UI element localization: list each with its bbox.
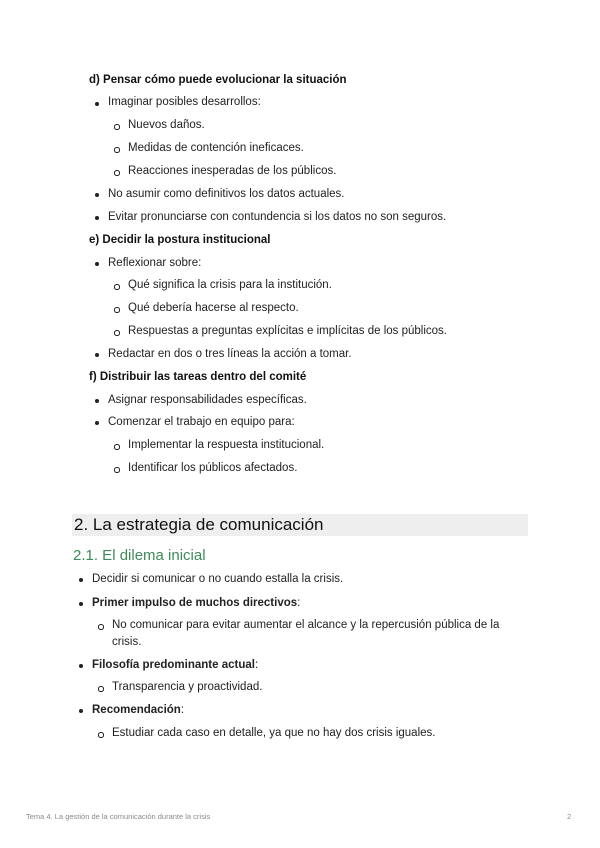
list-item: Medidas de contención ineficaces. (128, 142, 304, 154)
list-item: Imaginar posibles desarrollos: (108, 96, 261, 108)
colon: : (180, 704, 185, 716)
list-item: Estudiar cada caso en detalle, ya que no hay dos crisis iguales. (112, 727, 436, 739)
bullet-icon (95, 353, 99, 357)
section-e-heading: e) Decidir la postura institucional (89, 234, 271, 246)
list-item: Reacciones inesperadas de los públicos. (128, 165, 337, 177)
bold-label: Recomendación (92, 704, 181, 716)
list-item: No asumir como definitivos los datos actuales. (108, 188, 345, 200)
list-item: Decidir si comunicar o no cuando estalla la crisis. (92, 573, 344, 585)
list-item (92, 597, 300, 609)
circle-bullet-icon (114, 307, 120, 313)
section-f-heading: f) Distribuir las tareas dentro del comité (89, 371, 307, 383)
bold-label: Filosofía predominante actual (92, 659, 255, 671)
list-item: Asignar responsabilidades específicas. (108, 394, 307, 406)
circle-bullet-icon (114, 330, 120, 336)
list-item: Evitar pronunciarse con contundencia si los datos no son seguros. (108, 211, 447, 223)
colon: : (254, 659, 259, 671)
page-number: 2 (567, 812, 572, 821)
list-item: No comunicar para evitar aumentar el alcance y la repercusión pública de la (112, 619, 500, 631)
section-2-1-heading: 2.1. El dilema inicial (73, 547, 206, 564)
bold-label: Primer impulso de muchos directivos (92, 597, 298, 609)
list-item: Identificar los públicos afectados. (128, 462, 298, 474)
bullet-icon (95, 399, 99, 403)
circle-bullet-icon (98, 732, 104, 738)
section-2-heading: 2. La estrategia de comunicación (74, 515, 324, 534)
list-item: Qué debería hacerse al respecto. (128, 302, 299, 314)
list-item: Redactar en dos o tres líneas la acción a tomar. (108, 348, 352, 360)
list-item: Respuestas a preguntas explícitas e implícitas de los públicos. (128, 325, 447, 337)
circle-bullet-icon (114, 147, 120, 153)
circle-bullet-icon (114, 444, 120, 450)
section-d-heading: d) Pensar cómo puede evolucionar la situación (89, 74, 347, 86)
circle-bullet-icon (114, 124, 120, 130)
bullet-icon (79, 664, 83, 668)
bullet-icon (79, 602, 83, 606)
bullet-icon (95, 421, 99, 425)
list-item: Implementar la respuesta institucional. (128, 439, 325, 451)
bullet-icon (95, 102, 99, 106)
list-item: Transparencia y proactividad. (112, 681, 263, 693)
bullet-icon (95, 193, 99, 197)
list-item (92, 704, 184, 716)
list-item: Reflexionar sobre: (108, 257, 202, 269)
list-item (92, 659, 258, 671)
footer-title: Tema 4. La gestión de la comunicación durante la crisis (26, 812, 211, 821)
colon: : (297, 597, 301, 609)
list-item: Nuevos daños. (128, 119, 205, 131)
list-item: Qué significa la crisis para la institución. (128, 279, 332, 291)
circle-bullet-icon (114, 170, 120, 176)
bullet-icon (79, 709, 83, 713)
circle-bullet-icon (98, 624, 104, 630)
list-item: Comenzar el trabajo en equipo para: (108, 416, 295, 428)
bullet-icon (79, 578, 83, 582)
circle-bullet-icon (114, 467, 120, 473)
circle-bullet-icon (98, 686, 104, 692)
circle-bullet-icon (114, 284, 120, 290)
list-item-continuation: crisis. (112, 636, 142, 648)
bullet-icon (95, 216, 99, 220)
bullet-icon (95, 262, 99, 266)
